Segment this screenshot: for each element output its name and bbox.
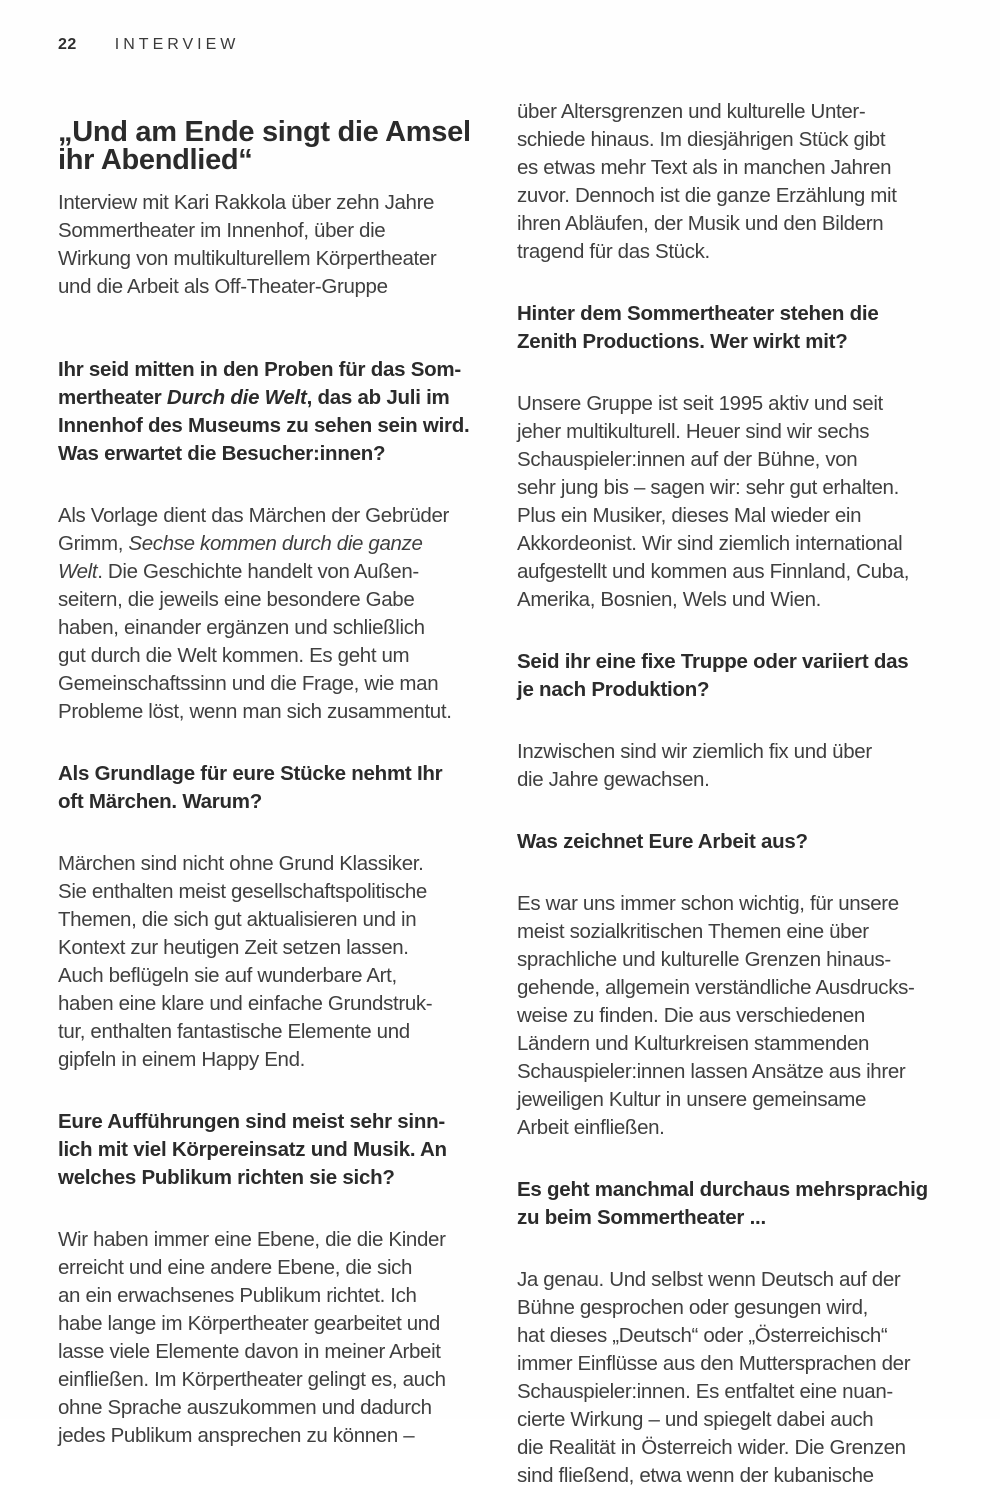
text-line: gehende, allgemein verständliche Ausdrucks- xyxy=(517,976,915,999)
text-line: sind fließend, etwa wenn der kubanische xyxy=(517,1464,874,1487)
text-line: habe lange im Körpertheater gearbeitet und xyxy=(58,1312,440,1335)
article-intro xyxy=(58,189,528,301)
text-line: Akkordeonist. Wir sind ziemlich international xyxy=(517,532,903,555)
text-line: ihren Abläufen, der Musik und den Bildern xyxy=(517,212,884,235)
text-line: Ländern und Kulturkreisen stammenden xyxy=(517,1032,870,1055)
answer-paragraph xyxy=(517,738,977,794)
text-line: Auch beflügeln sie auf wunderbare Art, xyxy=(58,964,397,987)
text-line: gut durch die Welt kommen. Es geht um xyxy=(58,644,410,667)
text-line: an ein erwachsenes Publikum richtet. Ich xyxy=(58,1284,417,1307)
text-line: Sie enthalten meist gesellschaftspolitische xyxy=(58,880,427,903)
text-line: Eure Aufführungen sind meist sehr sinn- xyxy=(58,1110,445,1133)
text-line: Als Vorlage dient das Märchen der Gebrüder xyxy=(58,504,449,527)
text-line: Wir haben immer eine Ebene, die die Kinder xyxy=(58,1228,446,1251)
text-line: weise zu finden. Die aus verschiedenen xyxy=(517,1004,865,1027)
text-line: Zenith Productions. Wer wirkt mit? xyxy=(517,330,848,353)
text-line: hat dieses „Deutsch“ oder „Österreichisch“ xyxy=(517,1324,888,1347)
answer-paragraph xyxy=(58,850,498,1074)
question-paragraph xyxy=(58,1108,498,1192)
text-line: die Realität in Österreich wider. Die Grenzen xyxy=(517,1436,906,1459)
answer-paragraph xyxy=(517,98,977,266)
text-line: und die Arbeit als Off-Theater-Gruppe xyxy=(58,275,388,298)
question-paragraph xyxy=(58,760,498,816)
text-line: Ihr seid mitten in den Proben für das Som- xyxy=(58,358,461,381)
text-line: Interview mit Kari Rakkola über zehn Jahre xyxy=(58,191,435,214)
text-line: Es war uns immer schon wichtig, für unsere xyxy=(517,892,899,915)
text-line: gipfeln in einem Happy End. xyxy=(58,1048,305,1071)
text-line: Als Grundlage für eure Stücke nehmt Ihr xyxy=(58,762,443,785)
text-line: Welt. Die Geschichte handelt von Außen- xyxy=(58,560,419,583)
text-line: Gemeinschaftssinn und die Frage, wie man xyxy=(58,672,439,695)
text-line: Sommertheater im Innenhof, über die xyxy=(58,219,386,242)
text-line: tragend für das Stück. xyxy=(517,240,710,263)
text-line: Grimm, Sechse kommen durch die ganze xyxy=(58,532,423,555)
text-line: welches Publikum richten sie sich? xyxy=(58,1166,395,1189)
text-line: aufgestellt und kommen aus Finnland, Cuba, xyxy=(517,560,910,583)
text-column-left xyxy=(58,356,498,1450)
answer-paragraph xyxy=(517,1266,977,1490)
text-line: mertheater Durch die Welt, das ab Juli im xyxy=(58,386,450,409)
text-line: Inzwischen sind wir ziemlich fix und über xyxy=(517,740,872,763)
text-line: sprachliche und kulturelle Grenzen hinaus- xyxy=(517,948,891,971)
question-paragraph xyxy=(58,356,498,468)
text-line: Schauspieler:innen auf der Bühne, von xyxy=(517,448,858,471)
text-line: lich mit viel Körpereinsatz und Musik. An xyxy=(58,1138,447,1161)
text-line: Ja genau. Und selbst wenn Deutsch auf der xyxy=(517,1268,901,1291)
article-title xyxy=(58,115,528,177)
text-line: jeher multikulturell. Heuer sind wir sechs xyxy=(517,420,870,443)
question-paragraph xyxy=(517,648,977,704)
text-line: haben eine klare und einfache Grundstruk- xyxy=(58,992,433,1015)
text-line: Was erwartet die Besucher:innen? xyxy=(58,442,386,465)
text-line: über Altersgrenzen und kulturelle Unter- xyxy=(517,100,866,123)
text-line: ohne Sprache auszukommen und dadurch xyxy=(58,1396,432,1419)
page-number: 22 xyxy=(58,36,77,53)
text-column-right xyxy=(517,98,977,1490)
text-line: Unsere Gruppe ist seit 1995 aktiv und seit xyxy=(517,392,883,415)
text-line: immer Einflüsse aus den Muttersprachen der xyxy=(517,1352,911,1375)
text-line: Hinter dem Sommertheater stehen die xyxy=(517,302,879,325)
text-line: cierte Wirkung – und spiegelt dabei auch xyxy=(517,1408,874,1431)
text-line: ihr Abendlied“ xyxy=(58,144,253,177)
text-line: Es geht manchmal durchaus mehrsprachig xyxy=(517,1178,928,1201)
answer-paragraph xyxy=(517,390,977,614)
question-paragraph xyxy=(517,828,977,856)
text-line: Märchen sind nicht ohne Grund Klassiker. xyxy=(58,852,424,875)
text-line: es etwas mehr Text als in manchen Jahren xyxy=(517,156,892,179)
text-line: jedes Publikum ansprechen zu können – xyxy=(58,1424,415,1447)
text-line: sehr jung bis – sagen wir: sehr gut erhalten. xyxy=(517,476,899,499)
question-paragraph xyxy=(517,300,977,356)
text-line: seitern, die jeweils eine besondere Gabe xyxy=(58,588,415,611)
text-line: zu beim Sommertheater ... xyxy=(517,1206,766,1229)
text-line: Was zeichnet Eure Arbeit aus? xyxy=(517,830,808,853)
masthead xyxy=(58,36,239,54)
answer-paragraph xyxy=(58,502,498,726)
section-label: INTERVIEW xyxy=(114,36,240,53)
text-line: Innenhof des Museums zu sehen sein wird. xyxy=(58,414,470,437)
text-line: jeweiligen Kultur in unsere gemeinsame xyxy=(517,1088,867,1111)
text-line: einfließen. Im Körpertheater gelingt es, auch xyxy=(58,1368,446,1391)
answer-paragraph xyxy=(58,1226,498,1450)
text-line: Themen, die sich gut aktualisieren und in xyxy=(58,908,417,931)
text-line: Arbeit einfließen. xyxy=(517,1116,665,1139)
text-line: Amerika, Bosnien, Wels und Wien. xyxy=(517,588,822,611)
text-line: haben, einander ergänzen und schließlich xyxy=(58,616,425,639)
text-line: erreicht und eine andere Ebene, die sich xyxy=(58,1256,413,1279)
question-paragraph xyxy=(517,1176,977,1232)
text-line: Kontext zur heutigen Zeit setzen lassen. xyxy=(58,936,409,959)
text-line: lasse viele Elemente davon in meiner Arbeit xyxy=(58,1340,441,1363)
text-line: meist sozialkritischen Themen eine über xyxy=(517,920,869,943)
text-line: die Jahre gewachsen. xyxy=(517,768,710,791)
text-line: zuvor. Dennoch ist die ganze Erzählung mit xyxy=(517,184,897,207)
text-line: Wirkung von multikulturellem Körpertheater xyxy=(58,247,437,270)
text-line: Probleme löst, wenn man sich zusammentut. xyxy=(58,700,452,723)
text-line: tur, enthalten fantastische Elemente und xyxy=(58,1020,410,1043)
text-line: je nach Produktion? xyxy=(517,678,710,701)
text-line: „Und am Ende singt die Amsel xyxy=(58,116,471,149)
text-line: Schauspieler:innen. Es entfaltet eine nuan- xyxy=(517,1380,893,1403)
answer-paragraph xyxy=(517,890,977,1142)
text-line: Seid ihr eine fixe Truppe oder variiert das xyxy=(517,650,909,673)
text-line: Schauspieler:innen lassen Ansätze aus ihrer xyxy=(517,1060,906,1083)
text-line: schiede hinaus. Im diesjährigen Stück gibt xyxy=(517,128,886,151)
text-line: oft Märchen. Warum? xyxy=(58,790,263,813)
text-line: Plus ein Musiker, dieses Mal wieder ein xyxy=(517,504,862,527)
text-line: Bühne gesprochen oder gesungen wird, xyxy=(517,1296,868,1319)
